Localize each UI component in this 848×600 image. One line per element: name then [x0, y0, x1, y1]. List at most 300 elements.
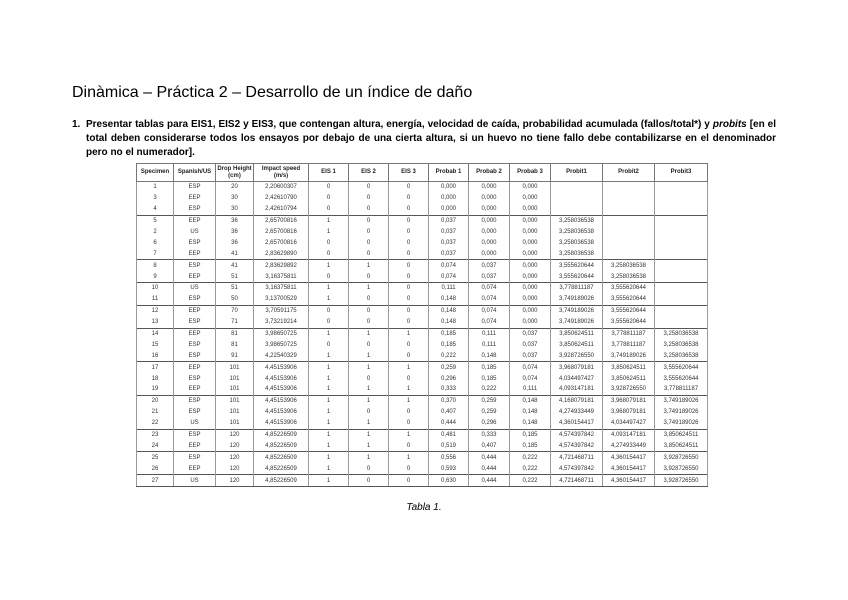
table-cell	[603, 193, 655, 204]
table-cell: 0,000	[510, 271, 551, 282]
table-cell: 4,360154417	[603, 463, 655, 474]
table-cell: 4,45153906	[254, 407, 309, 418]
table-cell: 0	[389, 373, 429, 384]
table-cell: 0,259	[469, 407, 510, 418]
table-cell: 4,45153906	[254, 362, 309, 373]
table-cell: 0,000	[510, 182, 551, 193]
table-cell: 0	[309, 248, 349, 259]
table-cell: 0,074	[469, 305, 510, 316]
table-cell: 1	[389, 452, 429, 463]
table-cell: 0	[349, 193, 389, 204]
table-cell: 0,148	[469, 350, 510, 361]
table-cell: 4,45153906	[254, 373, 309, 384]
table-cell: 70	[216, 305, 254, 316]
table-cell: 3,749189026	[655, 395, 708, 406]
table-cell: 1	[349, 440, 389, 451]
column-header: Drop Height (cm)	[216, 164, 254, 182]
table-cell: 3,850624511	[655, 429, 708, 440]
table-cell: 3,778811187	[551, 283, 603, 294]
table-cell	[551, 204, 603, 215]
table-cell: 0,000	[510, 317, 551, 328]
table-cell: 3,16375811	[254, 283, 309, 294]
table-cell: 4,85226509	[254, 452, 309, 463]
table-cell: 0	[389, 418, 429, 429]
table-cell	[655, 215, 708, 226]
table-cell: 1	[349, 350, 389, 361]
table-cell	[655, 204, 708, 215]
table-cell: ESP	[174, 260, 216, 271]
table-cell: 3,258036538	[551, 227, 603, 238]
table-cell: 3,555620644	[551, 260, 603, 271]
table-cell: 4,034497427	[603, 418, 655, 429]
table-cell: 3,555620644	[551, 271, 603, 282]
table-cell	[551, 182, 603, 193]
table-row	[137, 395, 708, 406]
table-cell: 0	[389, 237, 429, 248]
table-cell: 4,093147181	[551, 384, 603, 395]
table-cell: 120	[216, 440, 254, 451]
table-cell: 0	[349, 317, 389, 328]
table-cell: 10	[137, 283, 174, 294]
table-cell: 0,074	[429, 260, 469, 271]
table-cell: 101	[216, 418, 254, 429]
table-cell: 1	[389, 395, 429, 406]
table-cell: 1	[389, 362, 429, 373]
table-cell: 0,185	[429, 328, 469, 339]
table-cell: 3,16375811	[254, 271, 309, 282]
table-cell: 3,749189026	[551, 305, 603, 316]
table-cell: 1	[349, 452, 389, 463]
table-cell: 3,749189026	[655, 418, 708, 429]
table-cell: EEP	[174, 193, 216, 204]
table-cell: 0,037	[429, 237, 469, 248]
table-cell: 0,074	[510, 373, 551, 384]
table-cell: 0	[309, 182, 349, 193]
table-cell: 0,037	[469, 271, 510, 282]
column-header: Impact speed (m/s)	[254, 164, 309, 182]
table-cell: 2,42610790	[254, 193, 309, 204]
table-cell: 1	[309, 395, 349, 406]
table-cell: 3,258036538	[655, 328, 708, 339]
table-cell	[655, 271, 708, 282]
table-row	[137, 429, 708, 440]
table-cell: 0,000	[510, 294, 551, 305]
table-cell: 1	[309, 384, 349, 395]
table-cell: 0	[389, 339, 429, 350]
table-cell: 0,333	[429, 384, 469, 395]
table-cell: 3,258036538	[603, 260, 655, 271]
table-cell: 0,111	[469, 339, 510, 350]
table-cell: 1	[309, 328, 349, 339]
table-cell: ESP	[174, 204, 216, 215]
table-cell: 15	[137, 339, 174, 350]
table-cell: 0,148	[429, 317, 469, 328]
table-cell: 4,274933449	[603, 440, 655, 451]
table-cell: 0	[389, 193, 429, 204]
table-cell: 0,185	[510, 429, 551, 440]
table-row	[137, 452, 708, 463]
table-cell	[603, 248, 655, 259]
table-cell	[655, 305, 708, 316]
table-cell: 0,296	[429, 373, 469, 384]
table-cell: 3,749189026	[551, 317, 603, 328]
table-cell: 36	[216, 215, 254, 226]
table-cell: 0,111	[429, 283, 469, 294]
table-cell: 0,481	[429, 429, 469, 440]
table-cell: 4,360154417	[603, 452, 655, 463]
table-cell: 0,074	[510, 362, 551, 373]
table-cell: 0,444	[469, 452, 510, 463]
table-cell: 0,185	[469, 362, 510, 373]
table-cell: 3,928726550	[655, 452, 708, 463]
table-cell: 0,407	[429, 407, 469, 418]
table-row	[137, 475, 708, 487]
table-cell: 0	[349, 182, 389, 193]
table-cell: 0,444	[429, 418, 469, 429]
table-cell: ESP	[174, 452, 216, 463]
table-cell: 4,85226509	[254, 429, 309, 440]
table-cell: 4,274933449	[551, 407, 603, 418]
table-cell: 3,850624511	[551, 328, 603, 339]
table-cell	[655, 193, 708, 204]
table-cell: 0,296	[469, 418, 510, 429]
table-cell: 120	[216, 463, 254, 474]
table-cell: 4,360154417	[603, 475, 655, 487]
table-cell: 8	[137, 260, 174, 271]
table-cell: 0,000	[510, 193, 551, 204]
table-cell: 0	[309, 193, 349, 204]
table-cell: 1	[309, 407, 349, 418]
table-row	[137, 440, 708, 451]
table-cell	[655, 182, 708, 193]
table-cell: 2,42610794	[254, 204, 309, 215]
table-cell: 0,222	[510, 475, 551, 487]
table-row	[137, 271, 708, 282]
table-cell: 0,111	[510, 384, 551, 395]
table-cell: 26	[137, 463, 174, 474]
page-title: Dinàmica – Práctica 2 – Desarrollo de un índice de daño	[72, 84, 473, 101]
table-cell: 0	[349, 294, 389, 305]
table-row	[137, 305, 708, 316]
table-cell: 0,074	[429, 271, 469, 282]
table-header-row	[137, 164, 708, 182]
table-row	[137, 294, 708, 305]
table-cell: 23	[137, 429, 174, 440]
table-cell: 0,000	[510, 204, 551, 215]
table-cell: 0	[389, 215, 429, 226]
table-cell: 0	[389, 260, 429, 271]
table-row	[137, 418, 708, 429]
table-cell: 1	[389, 328, 429, 339]
table-cell: 2,83629892	[254, 260, 309, 271]
table-row	[137, 215, 708, 226]
table-cell	[655, 260, 708, 271]
table-cell: 71	[216, 317, 254, 328]
item-text-italic: probits	[712, 119, 747, 130]
table-cell: 0,000	[469, 182, 510, 193]
table-cell: 1	[349, 429, 389, 440]
table-row	[137, 204, 708, 215]
table-cell: 0	[309, 339, 349, 350]
item-text-part1: Presentar tablas para EIS1, EIS2 y EIS3, que contengan altura, energía, velocidad de caída, probabilidad acumulada (fallos/total*) y	[86, 119, 713, 130]
table-cell: 36	[216, 227, 254, 238]
table-cell: 1	[349, 328, 389, 339]
table-cell: 0,148	[510, 407, 551, 418]
table-cell: 0,074	[469, 294, 510, 305]
table-cell: 0,000	[510, 283, 551, 294]
table-cell: ESP	[174, 317, 216, 328]
table-cell: 0,074	[469, 317, 510, 328]
table-cell: 3,850624511	[551, 339, 603, 350]
table-cell: 0	[349, 271, 389, 282]
table-cell: 0,000	[510, 260, 551, 271]
table-cell: ESP	[174, 182, 216, 193]
table-cell: EEP	[174, 305, 216, 316]
data-table	[136, 163, 708, 487]
table-cell: 101	[216, 362, 254, 373]
table-cell: 2	[137, 227, 174, 238]
table-cell: 0	[389, 294, 429, 305]
table-cell: 1	[309, 373, 349, 384]
table-cell: 3,258036538	[551, 248, 603, 259]
table-cell: 4,85226509	[254, 475, 309, 487]
table-cell: 3,850624511	[603, 362, 655, 373]
table-cell: 101	[216, 384, 254, 395]
table-cell: 0,037	[510, 328, 551, 339]
table-cell: 0,037	[469, 260, 510, 271]
table-cell: 2,83629890	[254, 248, 309, 259]
table-cell: US	[174, 475, 216, 487]
table-cell: 4,574397842	[551, 429, 603, 440]
table-cell	[603, 227, 655, 238]
table-cell: 1	[349, 384, 389, 395]
table-cell: 41	[216, 248, 254, 259]
table-cell: 0	[349, 373, 389, 384]
table-cell: 0,074	[469, 283, 510, 294]
table-cell: 4,574397842	[551, 440, 603, 451]
table-cell: 51	[216, 271, 254, 282]
table-cell: 1	[309, 452, 349, 463]
table-cell: 11	[137, 294, 174, 305]
table-cell: 0,185	[429, 339, 469, 350]
table-cell: 4,721468711	[551, 452, 603, 463]
table-cell: US	[174, 418, 216, 429]
table-cell: 17	[137, 362, 174, 373]
table-cell	[603, 215, 655, 226]
table-row	[137, 339, 708, 350]
table-cell: 3,968079181	[603, 395, 655, 406]
table-cell: 0,000	[429, 193, 469, 204]
table-cell: 4,22540329	[254, 350, 309, 361]
table-cell: EEP	[174, 384, 216, 395]
column-header: EIS 3	[389, 164, 429, 182]
table-cell: 0,593	[429, 463, 469, 474]
table-cell: 4,45153906	[254, 384, 309, 395]
table-cell: 3,98650725	[254, 339, 309, 350]
table-cell: 0	[389, 271, 429, 282]
table-cell: 0,111	[469, 328, 510, 339]
table-cell: 0,259	[429, 362, 469, 373]
table-cell: 0,148	[510, 418, 551, 429]
table-cell: 0,000	[429, 204, 469, 215]
table-cell	[655, 227, 708, 238]
column-header: EIS 1	[309, 164, 349, 182]
table-cell: 0	[349, 227, 389, 238]
table-cell: 0,000	[510, 227, 551, 238]
table-cell: 3,258036538	[603, 271, 655, 282]
table-cell: 0	[309, 305, 349, 316]
table-row	[137, 260, 708, 271]
table-cell: 25	[137, 452, 174, 463]
table-cell: 1	[309, 283, 349, 294]
table-cell: 4	[137, 204, 174, 215]
table-row	[137, 227, 708, 238]
table-cell: 0,000	[469, 227, 510, 238]
table-cell: 1	[309, 294, 349, 305]
table-cell: 3,73219214	[254, 317, 309, 328]
table-cell: 120	[216, 475, 254, 487]
table-cell: 41	[216, 260, 254, 271]
table-cell: 1	[309, 260, 349, 271]
table-cell: EEP	[174, 271, 216, 282]
table-cell: 0	[389, 248, 429, 259]
table-cell: EEP	[174, 362, 216, 373]
table-cell: 0,148	[429, 305, 469, 316]
table-cell: 6	[137, 237, 174, 248]
table-cell: 3,850624511	[603, 373, 655, 384]
table-cell: 0,556	[429, 452, 469, 463]
table-cell: 0	[309, 237, 349, 248]
column-header: Spanish/US	[174, 164, 216, 182]
table-cell: 0	[349, 305, 389, 316]
table-body	[137, 182, 708, 487]
table-cell	[655, 237, 708, 248]
table-cell: 0,370	[429, 395, 469, 406]
table-cell: 101	[216, 407, 254, 418]
table-cell: 50	[216, 294, 254, 305]
table-row	[137, 463, 708, 474]
table-cell: 101	[216, 373, 254, 384]
table-row	[137, 362, 708, 373]
table-cell: 30	[216, 204, 254, 215]
table-cell: 4,360154417	[551, 418, 603, 429]
table-cell: 81	[216, 339, 254, 350]
table-cell: 1	[137, 182, 174, 193]
table-cell: 0	[389, 407, 429, 418]
table-row	[137, 248, 708, 259]
table-cell: 0,000	[510, 215, 551, 226]
table-cell: 0,222	[429, 350, 469, 361]
table-cell: EEP	[174, 463, 216, 474]
table-cell: 3,13700529	[254, 294, 309, 305]
table-cell: 36	[216, 237, 254, 248]
table-cell: 0	[349, 237, 389, 248]
table-cell: 51	[216, 283, 254, 294]
table-cell: 0	[309, 271, 349, 282]
table-cell: 3,778811187	[655, 384, 708, 395]
table-cell: 1	[349, 260, 389, 271]
table-row	[137, 182, 708, 193]
table-cell: 18	[137, 373, 174, 384]
table-cell: 5	[137, 215, 174, 226]
table-cell: 81	[216, 328, 254, 339]
table-cell	[655, 283, 708, 294]
table-cell: 0,000	[510, 237, 551, 248]
table-cell: 0,000	[469, 193, 510, 204]
table-cell: 0	[349, 339, 389, 350]
table-cell: 0	[349, 407, 389, 418]
table-row	[137, 350, 708, 361]
table-cell: 3,778811187	[603, 328, 655, 339]
table-cell: 0	[389, 182, 429, 193]
table-cell: 3,555620644	[603, 317, 655, 328]
table-cell: 3,778811187	[603, 339, 655, 350]
table-cell: 0	[349, 248, 389, 259]
table-cell: 1	[309, 215, 349, 226]
table-cell: 0,185	[510, 440, 551, 451]
table-cell: 3,928726550	[655, 475, 708, 487]
table-cell: 0	[389, 227, 429, 238]
table-cell: 0,037	[510, 350, 551, 361]
column-header: EIS 2	[349, 164, 389, 182]
table-cell: 0	[309, 204, 349, 215]
table-cell: 0	[389, 350, 429, 361]
item-text	[86, 118, 776, 160]
table-cell: US	[174, 283, 216, 294]
table-cell: 4,168079181	[551, 395, 603, 406]
table-cell: 0,407	[469, 440, 510, 451]
table-cell: 0	[389, 317, 429, 328]
table-cell: 0,037	[429, 215, 469, 226]
table-cell: 20	[216, 182, 254, 193]
table-cell: ESP	[174, 395, 216, 406]
table-cell: 3,928726550	[603, 384, 655, 395]
table-cell: 0,148	[510, 395, 551, 406]
table-cell: 0,333	[469, 429, 510, 440]
table-cell: 3,555620644	[603, 294, 655, 305]
table-cell: 0,259	[469, 395, 510, 406]
table-cell	[655, 248, 708, 259]
table-cell: 19	[137, 384, 174, 395]
column-header: Probab 2	[469, 164, 510, 182]
table-cell: 3,749189026	[603, 350, 655, 361]
table-cell: 1	[349, 362, 389, 373]
table-cell: 7	[137, 248, 174, 259]
table-cell: 0,037	[429, 227, 469, 238]
table-cell: 3,968079181	[551, 362, 603, 373]
table-cell: 3,555620644	[603, 283, 655, 294]
table-row	[137, 283, 708, 294]
table-cell: 1	[389, 429, 429, 440]
table-cell: 0,444	[469, 475, 510, 487]
table-cell: 0,444	[469, 463, 510, 474]
table-cell: 0	[309, 317, 349, 328]
table-cell: 30	[216, 193, 254, 204]
table-cell: 1	[309, 429, 349, 440]
table-cell: 0,519	[429, 440, 469, 451]
table-cell: 0,000	[469, 248, 510, 259]
table-cell: 3,555620644	[655, 362, 708, 373]
table-cell: 13	[137, 317, 174, 328]
table-cell: EEP	[174, 328, 216, 339]
table-cell: ESP	[174, 237, 216, 248]
table-cell: 101	[216, 395, 254, 406]
table-cell: 0,000	[469, 204, 510, 215]
column-header: Probab 3	[510, 164, 551, 182]
table-cell: 1	[309, 350, 349, 361]
table-cell: 0,148	[429, 294, 469, 305]
table-cell: 3,258036538	[655, 339, 708, 350]
